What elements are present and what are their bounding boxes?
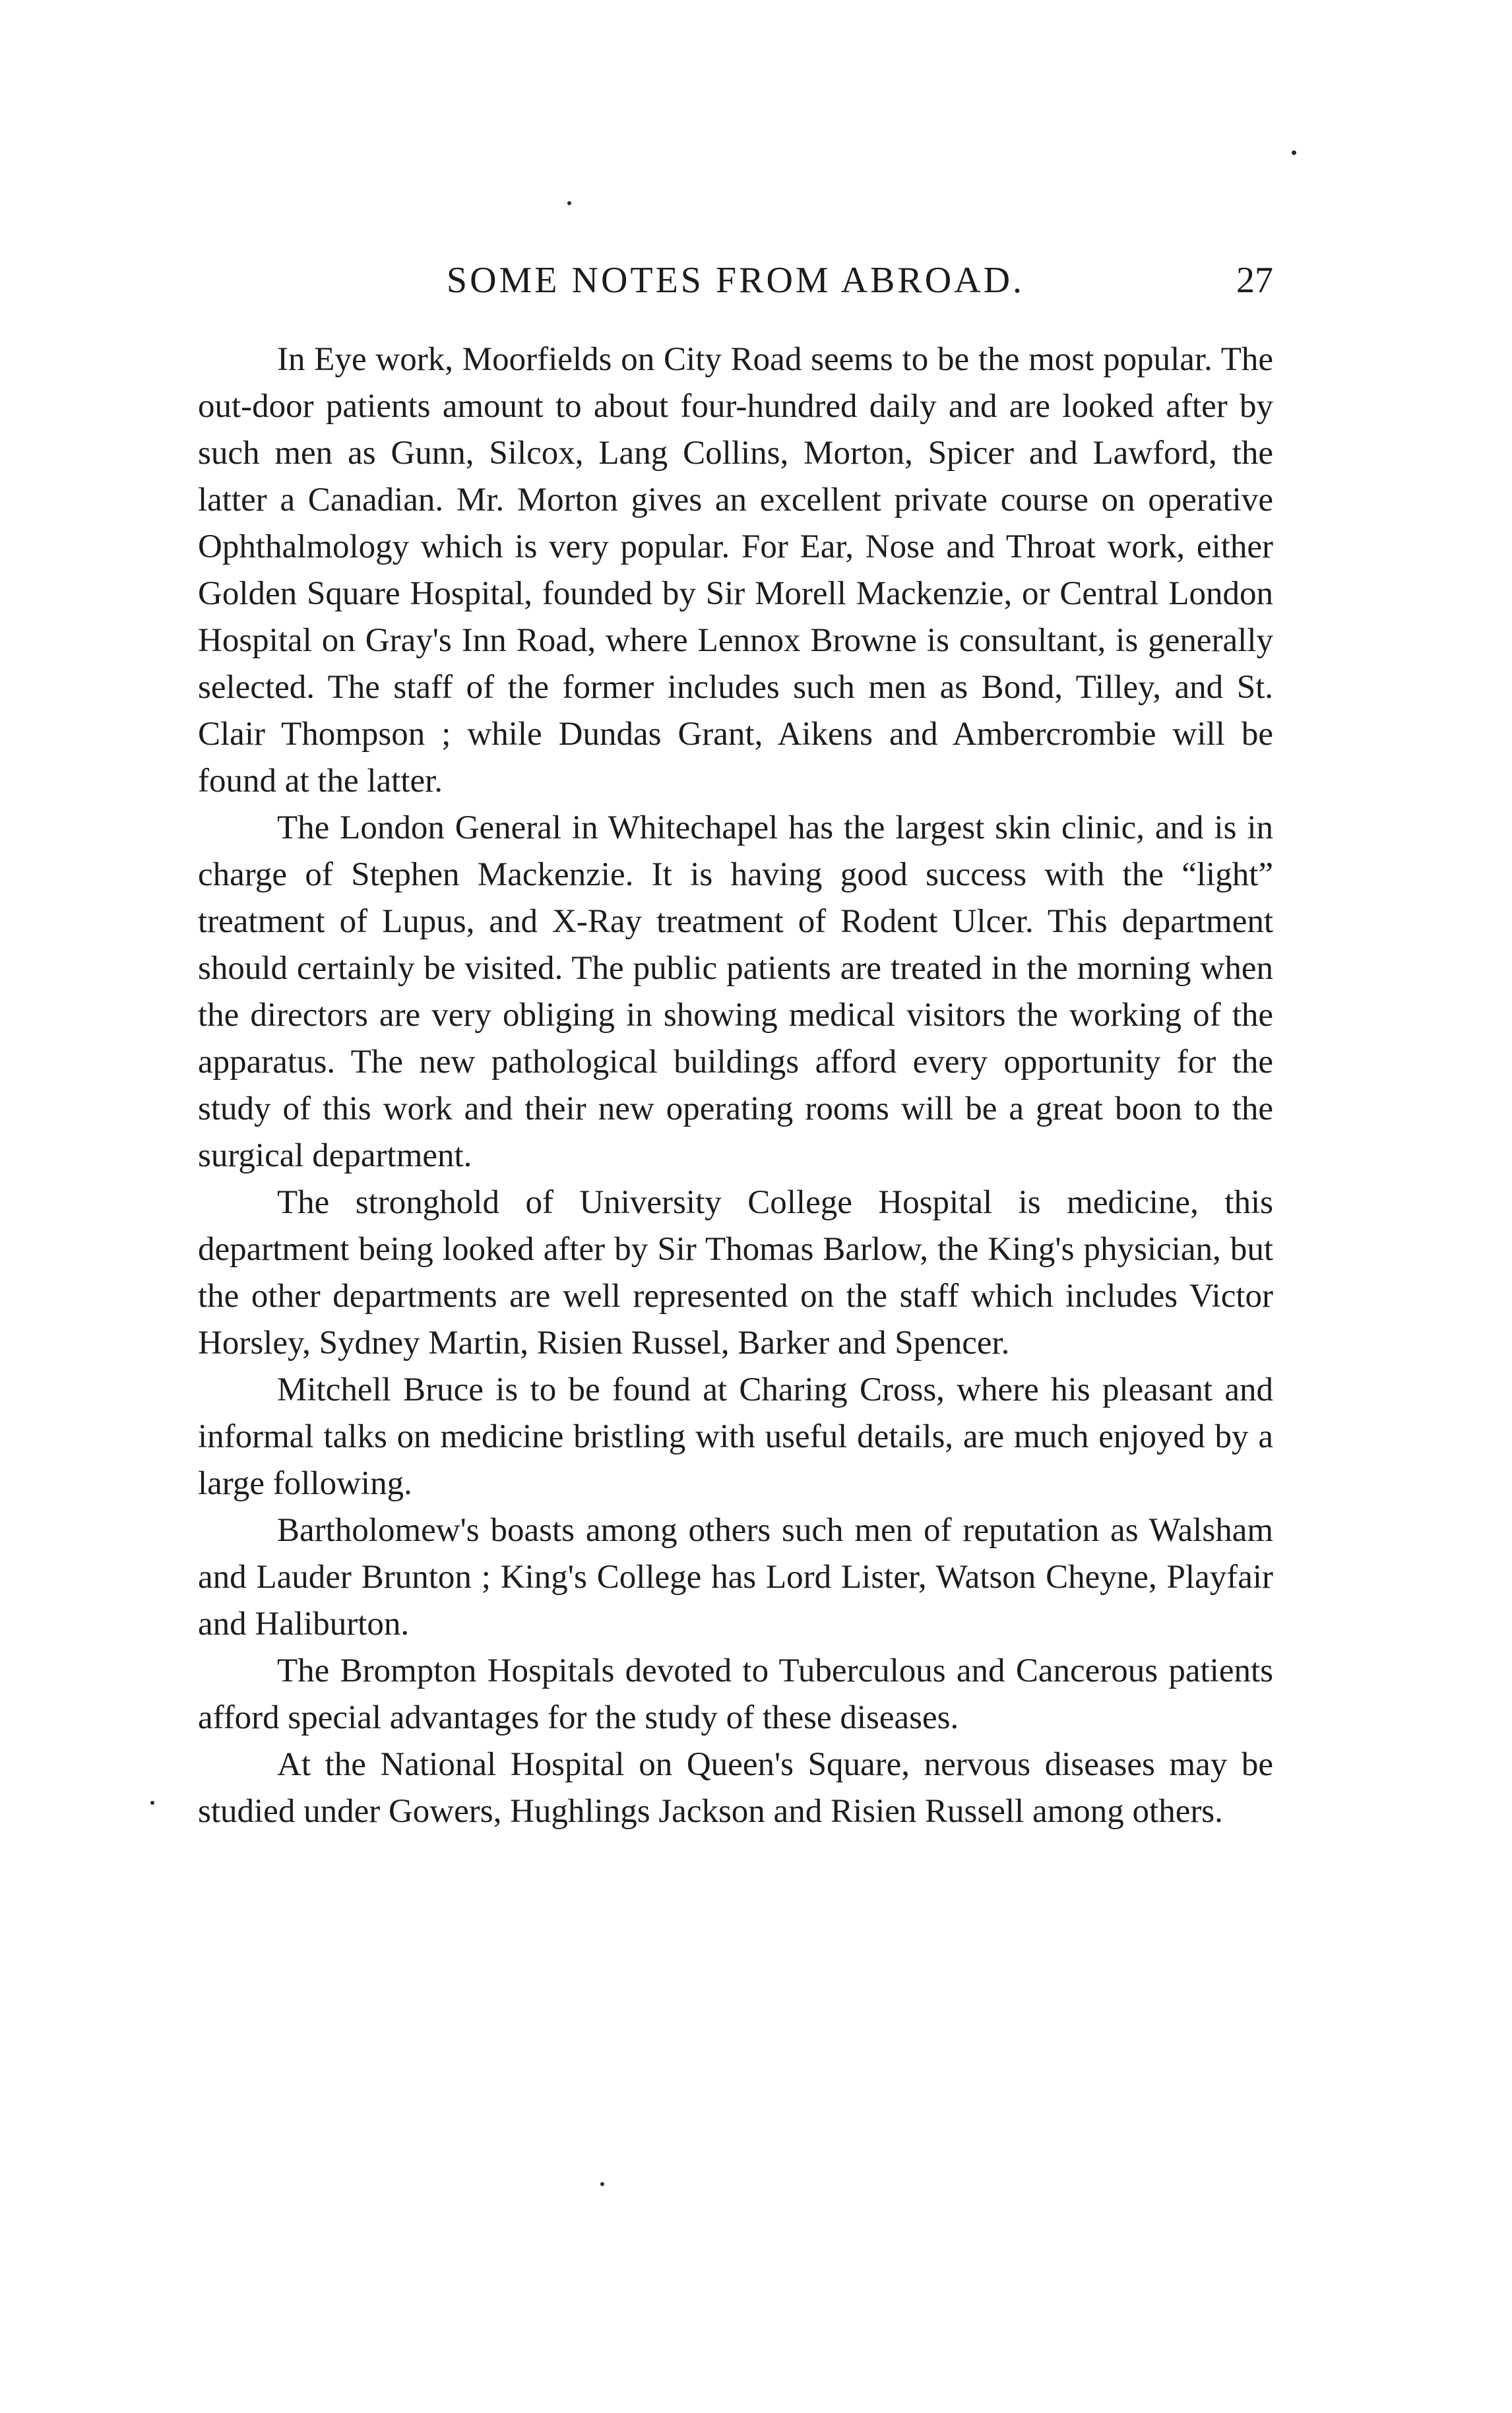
ink-speck (567, 201, 571, 205)
paragraph: The stronghold of University College Hospital is medicine, this department being looked after by Sir Thomas Barlow, the King's physician, but the other departments are well represented on the staff which includes Victor Horsley, Sydney Martin, Risien Russel, Barker and Spencer. (198, 1184, 1273, 1362)
page-number: 27 (1236, 260, 1273, 301)
body-text (198, 336, 1273, 1835)
paragraph: The London General in Whitechapel has the largest skin clinic, and is in charge of Stephen Mackenzie. It is having good success with the “light” treatment of Lupus, and X-Ray treatment of Rodent Ulcer. This department should certainly be visited. The public patients are treated in the morning when the directors are very obliging in showing medical visitors the working of the apparatus. The new pathological buildings afford every opportunity for the study of this work and their new operating rooms will be a great boon to the surgical department. (198, 809, 1273, 1174)
paragraph: Mitchell Bruce is to be found at Charing Cross, where his pleasant and informal talks on medicine bristling with useful details, are much enjoyed by a large following. (198, 1371, 1273, 1502)
paragraph: At the National Hospital on Queen's Square, nervous diseases may be studied under Gowers, Hughlings Jackson and Risien Russell among others. (198, 1746, 1273, 1830)
ink-speck (600, 2182, 604, 2186)
running-title: SOME NOTES FROM ABROAD. (446, 260, 1025, 301)
ink-speck (1292, 150, 1296, 155)
paragraph: The Brompton Hospitals devoted to Tuberculous and Cancerous patients afford special advantages for the study of these diseases. (198, 1652, 1273, 1736)
paragraph: In Eye work, Moorfields on City Road seems to be the most popular. The out-door patients amount to about four-hundred daily and are looked after by such men as Gunn, Silcox, Lang Collins, Morton, Spicer and Lawford, the latter a Canadian. Mr. Morton gives an excellent private course on operative Ophthalmology which is very popular. For Ear, Nose and Throat work, either Golden Square Hospital, founded by Sir Morell Mackenzie, or Central London Hospital on Gray's Inn Road, where Lennox Browne is consultant, is generally selected. The staff of the former includes such men as Bond, Tilley, and St. Clair Thompson ; while Dundas Grant, Aikens and Ambercrombie will be found at the latter. (198, 341, 1273, 799)
running-header (198, 254, 1273, 307)
paragraph: Bartholomew's boasts among others such men of reputation as Walsham and Lauder Brunton ; King's College has Lord Lister, Watson Cheyne, Playfair and Haliburton. (198, 1512, 1273, 1643)
ink-speck (150, 1801, 154, 1805)
